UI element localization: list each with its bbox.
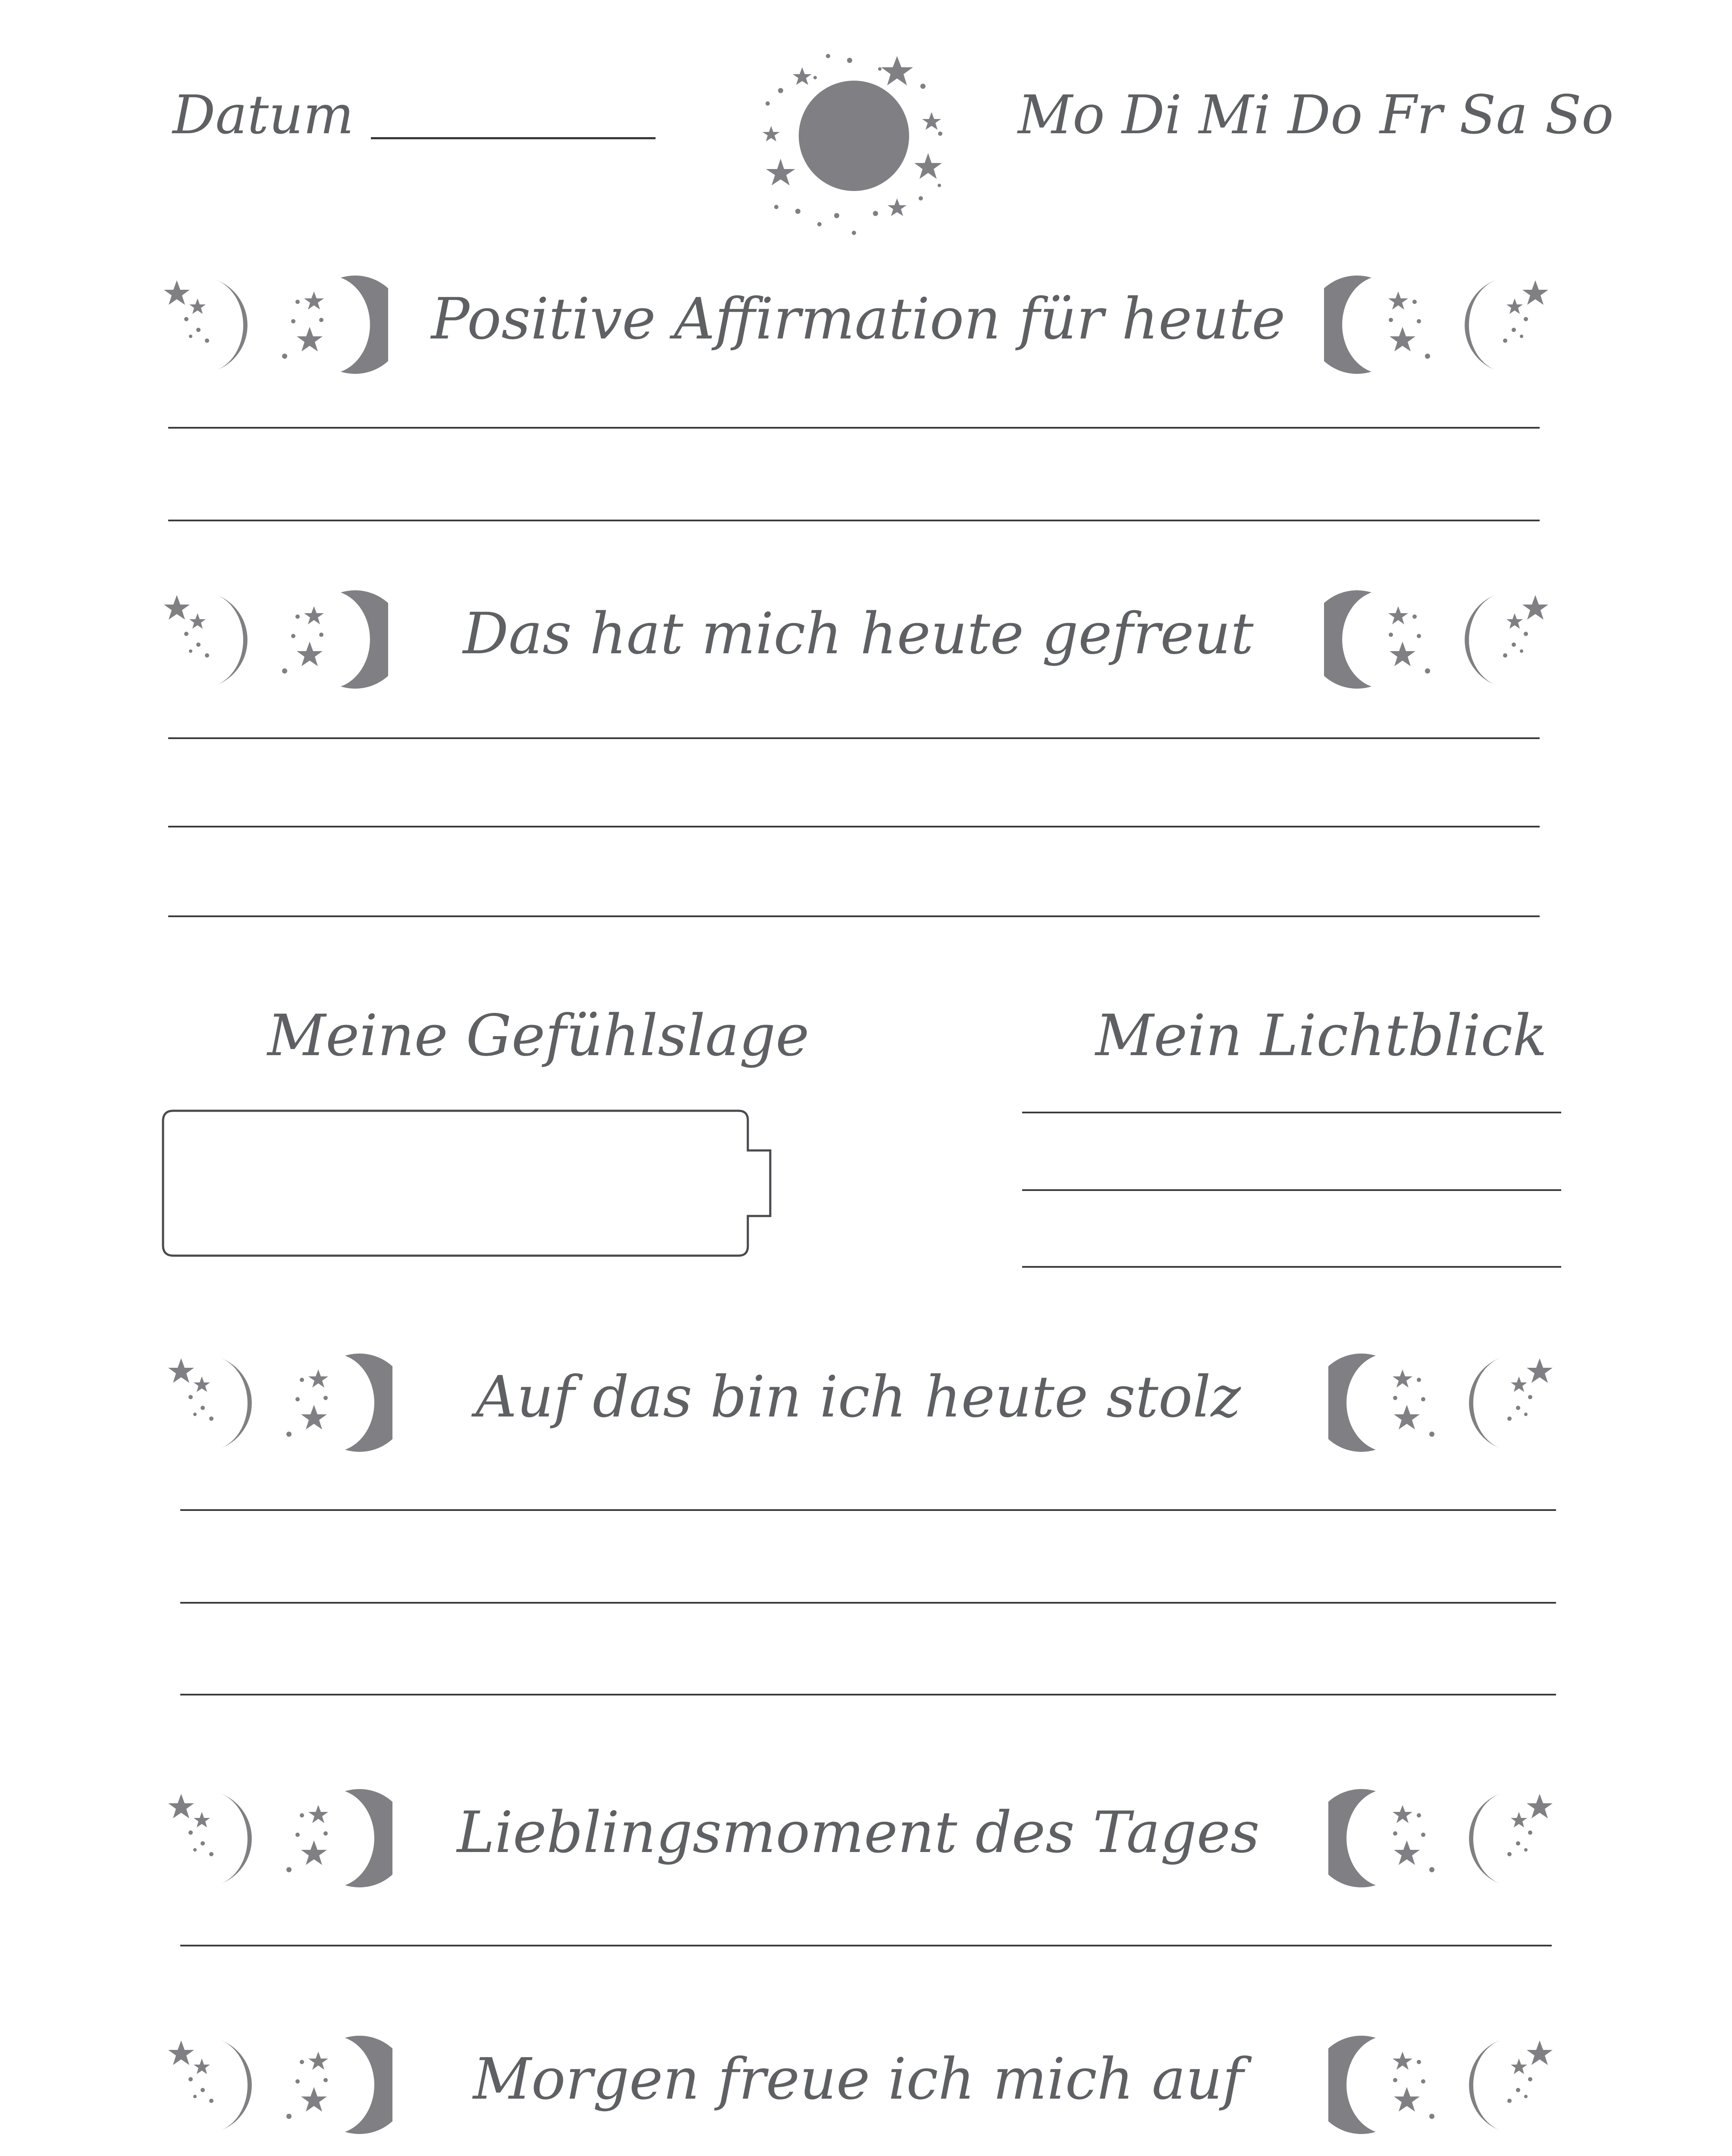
write-line[interactable] [168, 826, 1540, 827]
write-line[interactable] [180, 1694, 1556, 1695]
right-moons-icon [1328, 1785, 1553, 1889]
mood-title: Meine Gefühlslage [267, 1003, 810, 1069]
write-line[interactable] [180, 1602, 1556, 1604]
left-moons-icon [164, 272, 388, 375]
section-title-affirmation: Positive Affirmation für heute [431, 286, 1286, 352]
section-title-favorite-moment: Lieblingsmoment des Tages [457, 1799, 1260, 1866]
section-title-tomorrow: Morgen freue ich mich auf [473, 2046, 1244, 2112]
weekdays-selector[interactable]: Mo Di Mi Do Fr Sa So [1018, 84, 1614, 146]
section-title-proud: Auf das bin ich heute stolz [475, 1364, 1241, 1430]
write-line[interactable] [180, 1509, 1556, 1511]
lichtblick-line[interactable] [1022, 1189, 1561, 1191]
write-line[interactable] [168, 520, 1540, 521]
write-line[interactable] [168, 427, 1540, 429]
right-moons-icon [1324, 272, 1548, 375]
left-moons-icon [168, 1785, 392, 1889]
lichtblick-line[interactable] [1022, 1266, 1561, 1268]
date-input-line[interactable] [371, 137, 656, 139]
right-moons-icon [1324, 586, 1548, 690]
left-moons-icon [168, 1350, 392, 1453]
right-moons-icon [1328, 1350, 1553, 1453]
write-line[interactable] [168, 737, 1540, 739]
write-line[interactable] [180, 1945, 1552, 1946]
date-label: Datum [173, 84, 354, 146]
left-moons-icon [168, 2032, 392, 2135]
left-moons-icon [164, 586, 388, 690]
lichtblick-title: Mein Lichtblick [1095, 1003, 1547, 1069]
lichtblick-line[interactable] [1022, 1112, 1561, 1113]
sun-with-stars-icon [750, 43, 957, 241]
right-moons-icon [1328, 2032, 1553, 2135]
write-line[interactable] [168, 915, 1540, 917]
section-title-joy: Das hat mich heute gefreut [463, 601, 1254, 667]
mood-battery-icon[interactable] [160, 1108, 773, 1258]
